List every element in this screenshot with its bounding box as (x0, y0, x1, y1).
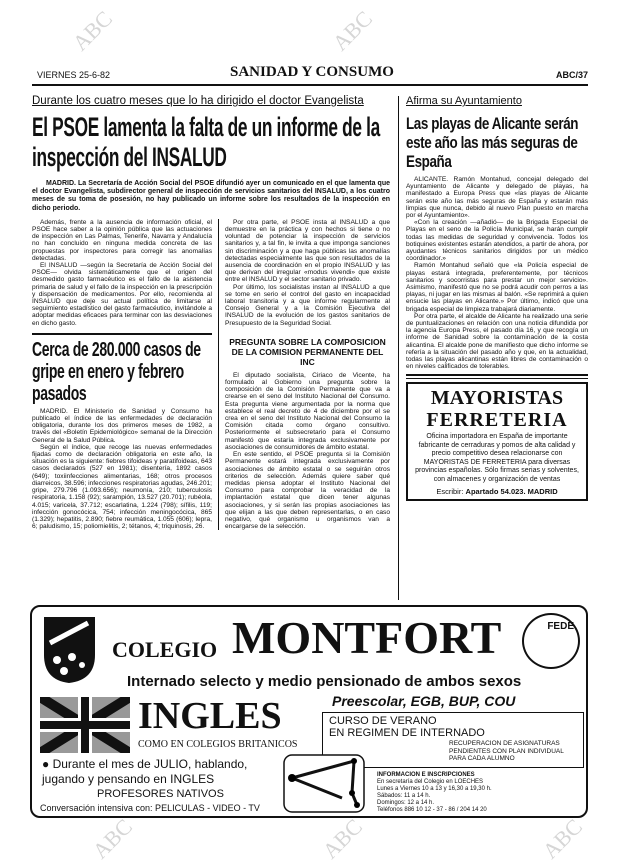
left-column (32, 219, 212, 531)
article-divider (32, 333, 212, 335)
ad-profesores: PROFESORES NATIVOS (97, 788, 224, 800)
main-lead: MADRID. La Secretaría de Acción Social del PSOE difundió ayer un comunicado en el que lamenta que el doctor Evangelista, subdirector general de inspección de servicios sanitarios del INSALUD, a los cuatro meses de su toma de posesión, no hay publicado un informe sobre los resultados de la inspección en dicho periodo. (32, 180, 390, 212)
alicante-headline: Las playas de Alicante serán este año las más seguras de España (406, 114, 579, 171)
ad-bullet-cont: jugando y pensando en INGLES (42, 772, 215, 786)
watermark: ABC (67, 5, 118, 56)
page-date: VIERNES 25-6-82 (37, 70, 111, 80)
gripe-body: MADRID. El Ministerio de Sanidad y Consumo ha publicado el índice de las enfermedades de declaración obligatoria, durante los dos primeros meses de 1982, a través del «Boletín Epidemiológico» semanal de la Dirección General de la Salud Pública. Según el índice, que recoge las nuevas enfermedades fijadas como de declaración obligatoria en este año, la situación es la siguiente: fiebres tifoideas y paratifoideas, 643 casos declarados (527 en 1981); disentería, 1892 casos (649); toxiinfecciones alimentarias, 168; otros procesos diarreicos, 38.596; infecciones respiratorias agudas, 246.201; gripe, 279.796 (1.093.656); neumonía, 210; tuberculosis respiratoria, 1.158 (92); sarampión, 13.527 (20.701); rubéola, 4.015; varicela, 37.712; escarlatina, 1.224 (798); sífilis, 119; infección gonocócica, 754; infección meningocócica, 865 (1.329); hepatitis, 2.890; fiebre reumática, 1.055 (606); lepra, 6; paludismo, 15; poliomielitis, 2; tétanos, 4; triquinosis, 26. (32, 407, 212, 531)
article-divider (406, 374, 588, 379)
main-columns (32, 219, 390, 531)
alicante-kicker: Afirma su Ayuntamiento (406, 95, 522, 107)
main-headline-wrap (32, 112, 390, 174)
ad-ingles: INGLES (138, 695, 282, 737)
ad-contact-label: Escribir: (436, 486, 464, 496)
route-map-icon (282, 753, 367, 815)
main-headline: El PSOE lamenta la falta de un informe de la inspección del INSALUD (32, 112, 380, 172)
main-col2: Por otra parte, el PSOE insta al INSALUD a que demuestre en la práctica y con hechos si tiene o no voluntad de potenciar la inspección de servicios sanitarios y, a tal fin, le invita a que imponga sanciones sin discriminación y a que haga públicas las anomalías detectadas especialmente las que son resultados de la ausencia de coordinación en el propio INSALUD y las que derivan del irregular «modus vivendi» que existe entre el INSALUD y el sector sanitario privado. Por último, los socialistas instan al INSALUD a que se tome en serio el control del gasto en incapacidad laboral transitoria y a que informe regularmente al Consejo General y a la Comisión Ejecutiva del INSALUD de la evolución de los gastos sanitarios de Presupuesto de la Seguridad Social. (225, 218, 390, 327)
watermark: ABC (537, 813, 588, 864)
ad-college-name: MONTFORT (232, 612, 502, 663)
montfort-ad (30, 605, 588, 818)
ad-conversacion: Conversación intensiva con: PELICULAS - VIDEO - TV (40, 803, 260, 813)
gripe-headline: Cerca de 280.000 casos de gripe en enero y febrero pasados (32, 338, 201, 405)
ad-levels: Preescolar, EGB, BUP, COU (332, 693, 516, 709)
school-crest-icon (42, 615, 97, 685)
column-divider (398, 96, 399, 600)
watermark: ABC (327, 5, 378, 56)
main-kicker: Durante los cuatro meses que lo ha dirigido el doctor Evangelista (32, 95, 364, 107)
fede-logo: FEDE (522, 613, 580, 669)
ad-college-label: COLEGIO (112, 637, 218, 662)
inc-headline: PREGUNTA SOBRE LA COMPOSICION DE LA COMISION PERMANENTE DEL INC (229, 336, 386, 367)
ad-title: MAYORISTAS (430, 387, 564, 410)
ad-info: INFORMACION E INSCRIPCIONES En secretaría del Colegio en LOECHES Lunes a Viernes 10 a 13 y 16,30 a 19,30 h. Sábados: 11 a 14 h. Domingos: 12 a 14 h. Teléfonos 886 10 12 - 37 - 86 / 204 14 20 (377, 772, 492, 813)
ad-subtitle: Internado selecto y medio pensionado de ambos sexos (127, 673, 522, 690)
page-number: ABC/37 (556, 70, 589, 80)
section-title: SANIDAD Y CONSUMO (230, 64, 394, 80)
main-col1: Además, frente a la ausencia de información oficial, el PSOE hace saber a la opinión pública que las actuaciones de inspección en Las Palmas, Tenerife, Navarra y Andalucía no han concluido en ninguna medida concreta de las propuestas por inspectores para corregir las anomalías detectadas. El INSALUD —según la Secretaría de Acción Social del PSOE— olvida sistemáticamente que el origen del desmedido gasto farmacéutico es el fallo de la asistencia primaria de salud y el fallo de la inspección en la prescripción y dispensación de medicamentos. Por ello, recomienda al INSALUD que deje su actual política de limitarse al seguimiento estadístico del gasto farmacéutico, invitándole a adoptar medidas eficaces para terminar con las desviaciones en dicho gasto. (32, 218, 212, 327)
ad-contact: Apartado 54.023. MADRID (465, 486, 558, 496)
inc-body: El diputado socialista, Ciriaco de Vicente, ha formulado al Gobierno una pregunta sobre la composición de la Comisión Permanente que va a crearse en el seno del Instituto Nacional del Consumo. Esta pregunta viene argumentada por la norma que establece el real decreto de 4 de diciembre por el se crea en el seno del Instituto Nacional del Consumo la Comisión citada como órgano consultivo. Posteriormente el subsecretario para el Consumo manifestó que estaría integrada exclusivamente por asociaciones de consumidores de ámbito estatal. En este sentido, el PSOE pregunta si la Comisión Permanente estará integrada exclusivamente por asociaciones de ámbito estatal o se seguirán otros criterios de selección. Además quiere saber qué medidas piensa adoptar el Instituto Nacional del Consumo para comprobar la veracidad de la implantación estatal que dicen tener algunas asociaciones, y si serán las propias asociaciones las que elijan a las que deben representarlas, o en caso negativo, qué organismo u organismos van a encargarse de la selección. (225, 371, 390, 531)
ad-body: Oficina importadora en España de importante fabricante de cerraduras y pomos de alta calidad y precio competitivo desea relacionarse con MAYORISTAS DE FERRETERIA para diversas provincias españolas. Sólo firmas serias y solventes, con almacenes y organización de ventas (415, 433, 579, 483)
ferreteria-ad (406, 382, 588, 500)
watermark: ABC (87, 813, 138, 864)
right-region (406, 94, 588, 501)
ad-recuperacion: RECUPERACION DE ASIGNATURAS PENDIENTES CON PLAN INDIVIDUAL PARA CADA ALUMNO (449, 740, 564, 762)
ad-title: FERRETERIA (426, 409, 568, 432)
alicante-headline-wrap (406, 114, 588, 172)
gripe-headline-wrap (32, 339, 212, 405)
alicante-body: ALICANTE. Ramón Montahud, concejal delegado del Ayuntamiento de Alicante y delegado de playas, ha manifestado a Europa Press que «las playas de Alicante serán este año las más seguras de España y estarán más limpias que nunca, debido al nuevo Plan puesto en marcha por el Ayuntamiento». «Con la creación —añadió— de la Brigada Especial de Playas en el seno de la Policía Municipal, se harán cumplir todas las medidas de seguridad y convivencia. Todos los botiquines existentes estarán atendidos, a partir de ahora, por ayudantes técnicos sanitarios dirigidos por un médico coordinador.» Ramón Montahud señaló que «la Policía especial de playas estará integrada, preferentemente, por técnicos sanitarios y socorristas para prestar un mejor servicio». Asimismo, manifestó que no se podrá acudir con perros a las playas, ni jugar en las mismas al balón. «Se reprimirá a quien ensucie las playas en Alicante.» Por último, indicó que una brigada especial de limpieza trabajará diariamente. Por otra parte, el alcalde de Alicante ha realizado una serie de puntualizaciones en relación con una noticia difundida por la agencia Europa Press, el pasado día 16, y que recogía un informe de Sanidad sobre la contaminación de la costa alicantina. El alcalde pone de manifiesto que dicho informe se refería a la situación del pasado año y que, en la actualidad, todas las playas alicantinas están libres de contaminación o en niveles calificados de tolerables. (406, 176, 588, 371)
british-flag-icon (40, 697, 130, 753)
header-rule (32, 84, 588, 86)
ad-ingles-sub: COMO EN COLEGIOS BRITANICOS (138, 739, 298, 750)
watermark: ABC (317, 813, 368, 864)
ad-curso-box: CURSO DE VERANO EN REGIMEN DE INTERNADO RECUPERACION DE ASIGNATURAS PENDIENTES CON PLAN INDIVIDUAL PARA CADA ALUMNO (322, 712, 584, 768)
main-region (32, 94, 390, 530)
middle-column (218, 219, 390, 531)
ad-bullet: ● Durante el mes de JULIO, hablando, (42, 757, 248, 771)
